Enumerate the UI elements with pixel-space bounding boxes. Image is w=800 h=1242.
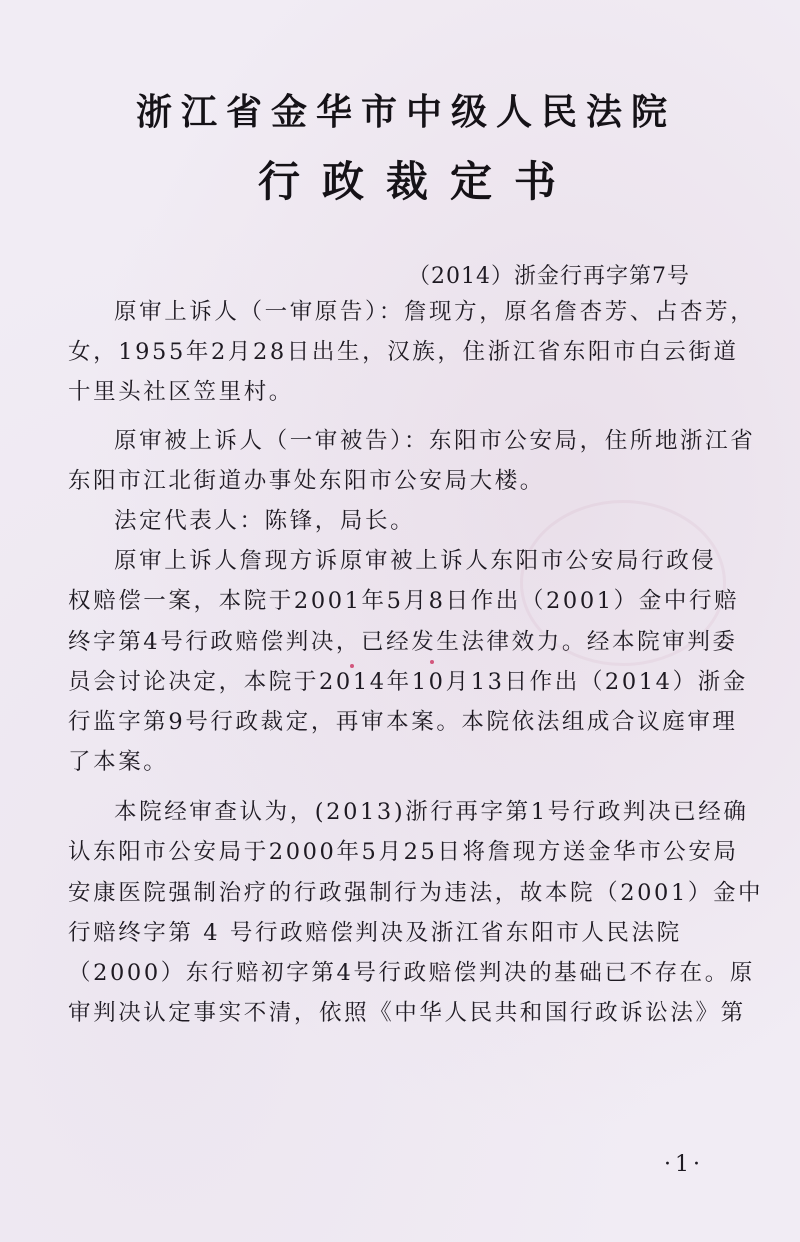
body-line: 审判决认定事实不清，依照《中华人民共和国行政诉讼法》第: [68, 1000, 746, 1027]
paragraph-gap: [68, 782, 740, 792]
body-line: 安康医院强制治疗的行政强制行为违法，故本院（2001）金中: [68, 879, 764, 906]
body-line: 终字第4号行政赔偿判决，已经发生法律效力。经本院审判委: [68, 628, 738, 655]
body-line: 行监字第9号行政裁定，再审本案。本院依法组成合议庭审理: [68, 708, 738, 735]
document-type-title: 行政裁定书: [257, 157, 578, 206]
red-ink-dot: [430, 660, 434, 664]
body-line: 权赔偿一案，本院于2001年5月8日作出（2001）金中行赔: [68, 588, 740, 615]
body-line: 女，1955年2月28日出生，汉族，住浙江省东阳市白云街道: [68, 339, 739, 366]
case-number: （2014）浙金行再字第7号: [408, 264, 690, 289]
paragraph-gap: [68, 413, 740, 421]
body-line: 原审上诉人詹现方诉原审被上诉人东阳市公安局行政侵: [114, 548, 717, 575]
court-name: 浙江省金华市中级人民法院: [135, 92, 676, 133]
body-line: 法定代表人：陈锋，局长。: [114, 507, 416, 534]
body-line: 行赔终字第 4 号行政赔偿判决及浙江省东阳市人民法院: [68, 919, 682, 946]
page-number: ·1·: [664, 1152, 704, 1177]
body-line: 原审上诉人（一审原告）：詹现方，原名詹杏芳、占杏芳，: [114, 299, 756, 325]
body-line: （2000）东行赔初字第4号行政赔偿判决的基础已不存在。原: [68, 960, 755, 986]
body-line: 原审被上诉人（一审被告）：东阳市公安局，住所地浙江省: [114, 427, 756, 454]
body-line: 东阳市江北街道办事处东阳市公安局大楼。: [68, 467, 545, 494]
document-body: [68, 292, 764, 1033]
red-ink-dot: [350, 664, 354, 668]
body-line: 员会讨论决定，本院于2014年10月13日作出（2014）浙金: [68, 668, 748, 695]
body-line: 十里头社区笠里村。: [68, 379, 294, 406]
body-line: 本院经审查认为，(2013)浙行再字第1号行政判决已经确: [114, 799, 749, 826]
body-line: 了本案。: [68, 749, 169, 776]
body-line: 认东阳市公安局于2000年5月25日将詹现方送金华市公安局: [68, 839, 739, 866]
